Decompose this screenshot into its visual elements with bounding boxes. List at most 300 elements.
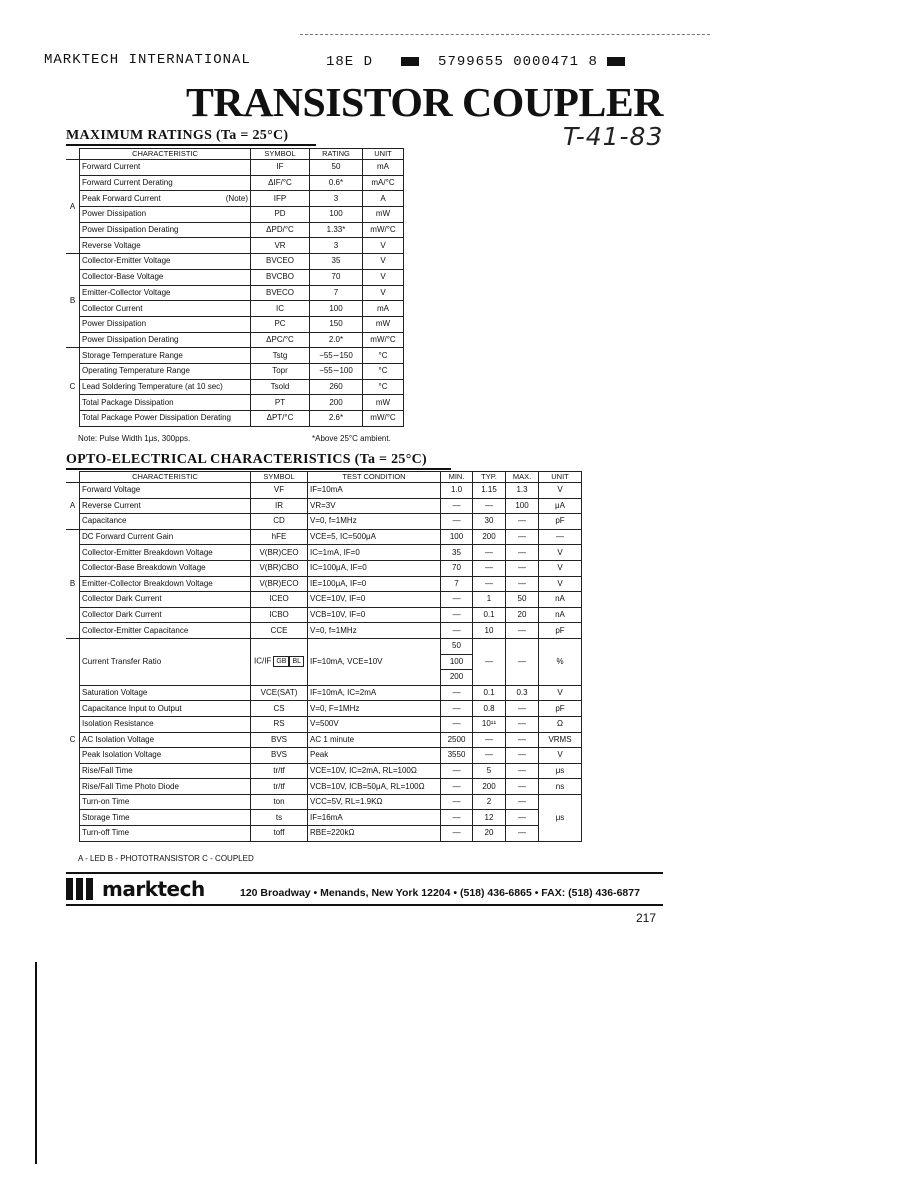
symbol-cell: RS [251,716,308,732]
table-row [66,348,404,364]
symbol-cell: IR [251,498,308,514]
characteristic-text: Emitter-Collector Voltage [82,287,171,297]
column-header: TEST CONDITION [308,472,441,483]
table-row [66,332,404,348]
min-cell: — [441,763,473,779]
min-cell: 100 [441,529,473,545]
table-row [66,607,582,623]
symbol-cell: CD [251,514,308,530]
unit-cell: mW/°C [363,332,404,348]
symbol-cell: VF [251,483,308,499]
black-block-mark [401,57,419,66]
max-cell: — [506,576,539,592]
typ-cell: 30 [473,514,506,530]
table-row [66,763,582,779]
max-cell: — [506,779,539,795]
condition-cell: VCE=10V, IC=2mA, RL=100Ω [308,763,441,779]
min-cell: — [441,498,473,514]
condition-cell: VCE=5, IC=500μA [308,529,441,545]
typ-cell: — [473,638,506,685]
unit-cell: °C [363,363,404,379]
logo-bar [86,878,93,900]
condition-cell: V=0, f=1MHz [308,623,441,639]
brand-name: marktech [102,877,205,901]
table-row [66,411,404,427]
doc-reference [326,54,625,70]
unit-cell: μs [539,763,582,779]
characteristic-cell [80,285,251,301]
table-row [66,395,404,411]
characteristic-text: Operating Temperature Range [82,366,190,376]
table-row [66,238,404,254]
column-header: CHARACTERISTIC [80,149,251,160]
rating-cell: 3 [310,238,363,254]
footer-rule-bottom [66,904,663,906]
max-cell: 100 [506,498,539,514]
footer-rule-top [66,872,663,874]
max-cell: — [506,545,539,561]
min-cell: 1.0 [441,483,473,499]
table-row [66,638,582,654]
characteristic-cell [80,411,251,427]
rating-cell: 50 [310,160,363,176]
characteristic-cell: Collector-Emitter Breakdown Voltage [80,545,251,561]
unit-cell: mA [363,301,404,317]
min-cell: — [441,592,473,608]
characteristic-cell [80,207,251,223]
typ-cell: 1.15 [473,483,506,499]
symbol-cell: Tsold [251,379,310,395]
scan-edge-mark [35,962,37,1164]
symbol-cell: tr/tf [251,763,308,779]
table-row [66,301,404,317]
column-header: TYP. [473,472,506,483]
rating-cell: 2.0* [310,332,363,348]
characteristic-cell: Rise/Fall Time Photo Diode [80,779,251,795]
doc-ref-a: 18E D [326,54,374,70]
unit-cell: % [539,638,582,685]
table-row [66,826,582,842]
table-row [66,254,404,270]
black-block-mark [607,57,625,66]
symbol-cell: BVS [251,748,308,764]
table-row [66,748,582,764]
min-cell: 200 [441,670,473,686]
condition-cell: Peak [308,748,441,764]
rating-cell: 70 [310,269,363,285]
typ-cell: — [473,545,506,561]
min-cell: 2500 [441,732,473,748]
max-cell: 50 [506,592,539,608]
min-cell: 100 [441,654,473,670]
min-cell: 7 [441,576,473,592]
group-label: A [66,483,80,530]
min-cell: — [441,779,473,795]
table-row [66,514,582,530]
typ-cell: 12 [473,810,506,826]
characteristic-text: Collector Current [82,303,143,313]
table-row [66,592,582,608]
characteristic-text: Forward Current Derating [82,178,173,188]
condition-cell: V=0, F=1MHz [308,701,441,717]
unit-cell: mW/°C [363,411,404,427]
symbol-cell: IFP [251,191,310,207]
group-label: B [66,254,80,348]
rating-cell: 35 [310,254,363,270]
unit-cell: V [539,576,582,592]
table-row [66,716,582,732]
unit-cell: V [363,254,404,270]
rating-cell: 200 [310,395,363,411]
symbol-cell: BVCEO [251,254,310,270]
min-cell: 70 [441,560,473,576]
column-header: MAX. [506,472,539,483]
characteristic-cell: Collector Dark Current [80,607,251,623]
unit-cell: mW [363,316,404,332]
symbol-cell: Tstg [251,348,310,364]
max-cell: — [506,701,539,717]
symbol-cell: tr/tf [251,779,308,795]
characteristic-cell [80,175,251,191]
min-cell: — [441,810,473,826]
table-row [66,222,404,238]
opto-electrical-title: OPTO-ELECTRICAL CHARACTERISTICS (Ta = 25°C) [66,452,451,470]
typ-cell: 200 [473,779,506,795]
handwritten-note: T-41-83 [563,122,664,151]
unit-cell: ns [539,779,582,795]
unit-cell: pF [539,701,582,717]
unit-cell: mW [363,207,404,223]
min-cell: 50 [441,638,473,654]
table-row [66,498,582,514]
table-row [66,191,404,207]
min-cell: — [441,794,473,810]
column-header: SYMBOL [251,472,308,483]
symbol-text: IC/IF [253,656,272,666]
max-cell: 1.3 [506,483,539,499]
table-row [66,269,404,285]
company-name: MARKTECH INTERNATIONAL [44,52,251,68]
logo-bar [76,878,83,900]
characteristic-cell: Capacitance [80,514,251,530]
symbol-cell: VCE(SAT) [251,685,308,701]
condition-cell: IF=16mA [308,810,441,826]
rating-cell: 2.6* [310,411,363,427]
characteristic-text: Power Dissipation [82,209,147,219]
unit-cell: μA [539,498,582,514]
symbol-cell: hFE [251,529,308,545]
max-cell: — [506,560,539,576]
min-cell: — [441,826,473,842]
characteristic-cell: Collector-Emitter Capacitance [80,623,251,639]
logo-bar [66,878,73,900]
typ-cell: 20 [473,826,506,842]
rating-cell: 100 [310,207,363,223]
symbol-cell: ICBO [251,607,308,623]
maximum-ratings-table [66,148,404,427]
characteristic-text: Power Dissipation Derating [82,225,179,235]
top-scan-line [300,34,710,35]
typ-cell: — [473,732,506,748]
table-row [66,207,404,223]
characteristic-cell: Peak Isolation Voltage [80,748,251,764]
condition-cell: VCE=10V, IF=0 [308,592,441,608]
symbol-cell: IC [251,301,310,317]
typ-cell: 10 [473,623,506,639]
group-label: C [66,638,80,841]
company-address: 120 Broadway • Menands, New York 12204 • (518) 436-6865 • FAX: (518) 436-6877 [240,887,640,899]
characteristic-text: Collector-Emitter Voltage [82,256,171,266]
unit-cell: mW [363,395,404,411]
min-cell: — [441,514,473,530]
opto-electrical-table [66,471,582,842]
table-row [66,483,582,499]
symbol-cell: Topr [251,363,310,379]
typ-cell: 0.1 [473,685,506,701]
min-cell: 35 [441,545,473,561]
ambient-note: *Above 25°C ambient. [312,434,391,443]
unit-cell: A [363,191,404,207]
typ-cell: 0.8 [473,701,506,717]
condition-cell: IC=100μA, IF=0 [308,560,441,576]
table-row [66,623,582,639]
characteristic-cell: Emitter-Collector Breakdown Voltage [80,576,251,592]
unit-cell: mW/°C [363,222,404,238]
typ-cell: — [473,576,506,592]
table-row [66,685,582,701]
unit-cell: nA [539,592,582,608]
symbol-cell: ΔPT/°C [251,411,310,427]
characteristic-cell: Collector-Base Breakdown Voltage [80,560,251,576]
column-header: UNIT [539,472,582,483]
table-row [66,545,582,561]
symbol-cell: IF [251,160,310,176]
characteristic-text: Total Package Power Dissipation Derating [82,413,231,423]
pulse-note: Note: Pulse Width 1μs, 300pps. [78,434,191,443]
page-number: 217 [636,911,657,925]
condition-cell: VCC=5V, RL=1.9KΩ [308,794,441,810]
max-cell: — [506,826,539,842]
typ-cell: 1 [473,592,506,608]
characteristic-cell [80,191,251,207]
typ-cell: 10¹¹ [473,716,506,732]
grade-box [273,656,304,667]
table-row [66,794,582,810]
column-header: RATING [310,149,363,160]
grade-gb: GB [273,656,289,667]
condition-cell: VR=3V [308,498,441,514]
rating-cell: 260 [310,379,363,395]
unit-cell: V [539,483,582,499]
rating-cell: 0.6* [310,175,363,191]
max-cell: 20 [506,607,539,623]
characteristic-cell: Storage Time [80,810,251,826]
unit-cell: V [539,560,582,576]
note-marker: (Note) [225,193,248,203]
symbol-cell: ΔIF/°C [251,175,310,191]
characteristic-cell [80,332,251,348]
characteristic-cell: DC Forward Current Gain [80,529,251,545]
characteristic-cell: AC Isolation Voltage [80,732,251,748]
symbol-cell: V(BR)CBO [251,560,308,576]
symbol-cell: PT [251,395,310,411]
characteristic-text: Power Dissipation [82,319,147,329]
table-row [66,810,582,826]
unit-cell: mA/°C [363,175,404,191]
characteristic-text: Collector-Base Voltage [82,272,164,282]
table-row [66,529,582,545]
max-cell: — [506,794,539,810]
characteristic-text: Reverse Voltage [82,240,141,250]
rating-cell: 150 [310,316,363,332]
condition-cell: V=0, f=1MHz [308,514,441,530]
unit-cell: V [539,748,582,764]
typ-cell: — [473,498,506,514]
characteristic-cell [80,269,251,285]
symbol-cell: ΔPC/°C [251,332,310,348]
characteristic-cell [80,379,251,395]
max-cell: — [506,638,539,685]
table-row [66,363,404,379]
min-cell: — [441,701,473,717]
unit-cell: °C [363,379,404,395]
characteristic-text: Storage Temperature Range [82,350,183,360]
table-row [66,560,582,576]
typ-cell: 2 [473,794,506,810]
symbol-cell: ICEO [251,592,308,608]
characteristic-cell: Saturation Voltage [80,685,251,701]
characteristic-cell [80,348,251,364]
unit-cell: V [363,238,404,254]
group-label: C [66,348,80,426]
typ-cell: 0.1 [473,607,506,623]
symbol-cell: BVS [251,732,308,748]
max-cell: — [506,623,539,639]
typ-cell: — [473,560,506,576]
rating-cell: 1.33* [310,222,363,238]
condition-cell: VCB=10V, ICB=50μA, RL=100Ω [308,779,441,795]
column-header: MIN. [441,472,473,483]
rating-cell: 100 [310,301,363,317]
doc-ref-b: 5799655 0000471 8 [438,54,598,70]
table-row [66,701,582,717]
rating-cell: −55∼150 [310,348,363,364]
grade-bl: BL [289,656,304,667]
unit-cell: VRMS [539,732,582,748]
unit-cell: V [539,545,582,561]
characteristic-cell: Isolation Resistance [80,716,251,732]
symbol-cell: CCE [251,623,308,639]
characteristic-cell [80,254,251,270]
symbol-cell: ΔPD/°C [251,222,310,238]
min-cell: — [441,623,473,639]
max-cell: — [506,716,539,732]
group-column-header [66,472,80,483]
column-header: CHARACTERISTIC [80,472,251,483]
characteristic-cell: Capacitance Input to Output [80,701,251,717]
min-cell: 3550 [441,748,473,764]
unit-cell: pF [539,514,582,530]
characteristic-cell [80,363,251,379]
typ-cell: — [473,748,506,764]
unit-cell: mA [363,160,404,176]
condition-cell: AC 1 minute [308,732,441,748]
symbol-cell: ton [251,794,308,810]
unit-cell: V [363,269,404,285]
table-row [66,379,404,395]
characteristic-text: Total Package Dissipation [82,397,174,407]
max-cell: 0.3 [506,685,539,701]
max-cell: — [506,514,539,530]
table-row [66,175,404,191]
characteristic-text: Lead Soldering Temperature (at 10 sec) [82,381,223,391]
max-cell: — [506,763,539,779]
characteristic-cell: Turn-off Time [80,826,251,842]
group-label: B [66,529,80,638]
unit-cell: — [539,529,582,545]
typ-cell: 200 [473,529,506,545]
symbol-cell: BVECO [251,285,310,301]
characteristic-cell: Reverse Current [80,498,251,514]
group-label: A [66,160,80,254]
characteristic-cell: Collector Dark Current [80,592,251,608]
max-cell: — [506,748,539,764]
condition-cell: IC=1mA, IF=0 [308,545,441,561]
group-column-header [66,149,80,160]
characteristic-cell: Current Transfer Ratio [80,638,251,685]
condition-cell: V=500V [308,716,441,732]
condition-cell: IF=10mA [308,483,441,499]
characteristic-cell [80,395,251,411]
characteristic-text: Peak Forward Current [82,193,161,203]
condition-cell: IF=10mA, IC=2mA [308,685,441,701]
group-legend: A - LED B - PHOTOTRANSISTOR C - COUPLED [78,854,254,863]
characteristic-cell: Forward Voltage [80,483,251,499]
symbol-cell: PD [251,207,310,223]
unit-cell: nA [539,607,582,623]
max-cell: — [506,810,539,826]
table-row [66,316,404,332]
symbol-cell: V(BR)ECO [251,576,308,592]
symbol-cell: CS [251,701,308,717]
characteristic-cell [80,238,251,254]
symbol-cell: ts [251,810,308,826]
min-cell: — [441,716,473,732]
unit-cell: pF [539,623,582,639]
condition-cell: IF=10mA, VCE=10V [308,638,441,685]
unit-cell: Ω [539,716,582,732]
table-row [66,779,582,795]
max-cell: — [506,529,539,545]
table-row [66,732,582,748]
characteristic-cell: Rise/Fall Time [80,763,251,779]
min-cell: — [441,607,473,623]
maximum-ratings-title: MAXIMUM RATINGS (Ta = 25°C) [66,128,316,146]
typ-cell: 5 [473,763,506,779]
table-row [66,160,404,176]
marktech-logo [66,877,205,901]
symbol-cell [251,638,308,685]
unit-cell: V [363,285,404,301]
rating-cell: 3 [310,191,363,207]
unit-cell: μs [539,794,582,841]
min-cell: — [441,685,473,701]
condition-cell: IE=100μA, IF=0 [308,576,441,592]
unit-cell: V [539,685,582,701]
characteristic-cell [80,160,251,176]
rating-cell: 7 [310,285,363,301]
characteristic-cell [80,301,251,317]
